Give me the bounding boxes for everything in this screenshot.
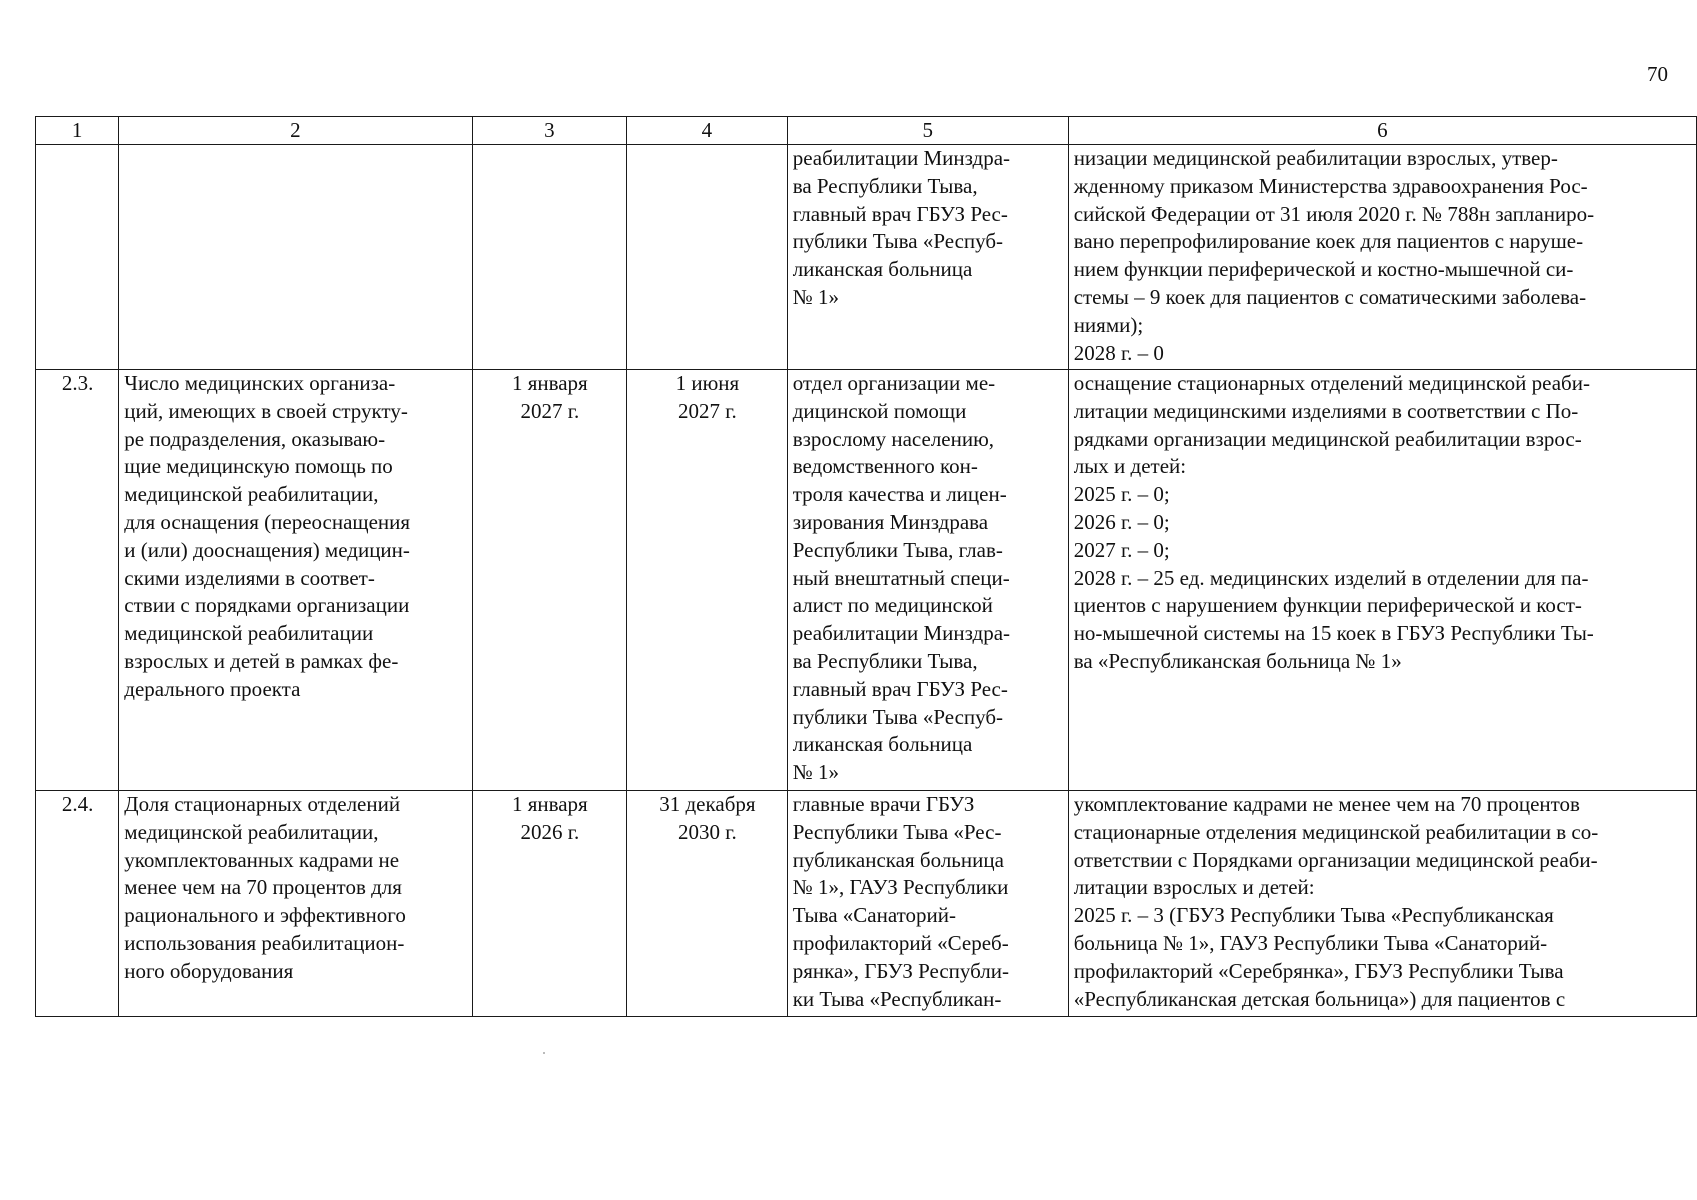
column-header: 3 — [472, 117, 627, 145]
page-number: 70 — [1647, 62, 1668, 86]
end-date-cell: 31 декабря 2030 г. — [627, 791, 788, 1017]
indicator-cell: Число медицинских организа- ций, имеющих в своей структу- ре подразделения, оказываю- щие медицинскую помощь по медицинской реабилитации, для оснащения (переоснащения и (или) дооснащения) медицин- скими изделиями в соответ- ствии с порядками организации медицинской реабилитации взрослых и детей в рамках фе- дерального проекта — [119, 370, 472, 791]
table-row — [36, 370, 1697, 791]
table-row — [36, 791, 1697, 1017]
result-cell: оснащение стационарных отделений медицинской реаби- литации медицинскими изделиями в соответствии с По- рядками организации медицинской реабилитации взрос- лых и детей: 2025 г. – 0; 2026 г. – 0; 2027 г. – 0; 2028 г. – 25 ед. медицинских изделий в отделении для па- циентов с нарушением функции периферической и кост- но-мышечной системы на 15 коек в ГБУЗ Республики Ты- ва «Республиканская больница № 1» — [1068, 370, 1696, 791]
scan-speck — [543, 1052, 545, 1054]
column-header: 5 — [787, 117, 1068, 145]
row-number-cell — [36, 145, 119, 370]
column-header: 1 — [36, 117, 119, 145]
start-date-cell — [472, 145, 627, 370]
end-date-cell: 1 июня 2027 г. — [627, 370, 788, 791]
result-cell: укомплектование кадрами не менее чем на 70 процентов стационарные отделения медицинской реабилитации в со- ответствии с Порядками организации медицинской реаби- литации взрослых и детей: 2025 г. – 3 (ГБУЗ Республики Тыва «Республиканская больница № 1», ГАУЗ Республики Тыва «Санаторий- профилакторий «Серебрянка», ГБУЗ Республики Тыва «Республиканская детская больница») для пациентов с — [1068, 791, 1696, 1017]
end-date-cell — [627, 145, 788, 370]
row-number-cell: 2.4. — [36, 791, 119, 1017]
column-header: 6 — [1068, 117, 1696, 145]
column-header: 2 — [119, 117, 472, 145]
responsible-cell: главные врачи ГБУЗ Республики Тыва «Рес- публиканская больница № 1», ГАУЗ Республики Тыва «Санаторий- профилакторий «Сереб- рянка», ГБУЗ Республи- ки Тыва «Республикан- — [787, 791, 1068, 1017]
column-header: 4 — [627, 117, 788, 145]
responsible-cell: отдел организации ме- дицинской помощи взрослому населению, ведомственного кон- троля качества и лицен- зирования Минздрава Республики Тыва, глав- ный внештатный специ- алист по медицинской реабилитации Минздра- ва Республики Тыва, главный врач ГБУЗ Рес- публики Тыва «Респуб- ликанская больница № 1» — [787, 370, 1068, 791]
start-date-cell: 1 января 2027 г. — [472, 370, 627, 791]
start-date-cell: 1 января 2026 г. — [472, 791, 627, 1017]
row-number-cell: 2.3. — [36, 370, 119, 791]
indicator-cell: Доля стационарных отделений медицинской реабилитации, укомплектованных кадрами не менее чем на 70 процентов для рационального и эффективного использования реабилитацион- ного оборудования — [119, 791, 472, 1017]
indicator-cell — [119, 145, 472, 370]
table-row — [36, 145, 1697, 370]
result-cell: низации медицинской реабилитации взрослых, утвер- жденному приказом Министерства здравоохранения Рос- сийской Федерации от 31 июля 2020 г. № 788н запланиро- вано перепрофилирование коек для пациентов с наруше- нием функции периферической и костно-мышечной си- стемы – 9 коек для пациентов с соматическими заболева- ниями); 2028 г. – 0 — [1068, 145, 1696, 370]
document-table — [35, 116, 1697, 1017]
responsible-cell: реабилитации Минздра- ва Республики Тыва, главный врач ГБУЗ Рес- публики Тыва «Респуб- ликанская больница № 1» — [787, 145, 1068, 370]
column-number-row — [36, 117, 1697, 145]
